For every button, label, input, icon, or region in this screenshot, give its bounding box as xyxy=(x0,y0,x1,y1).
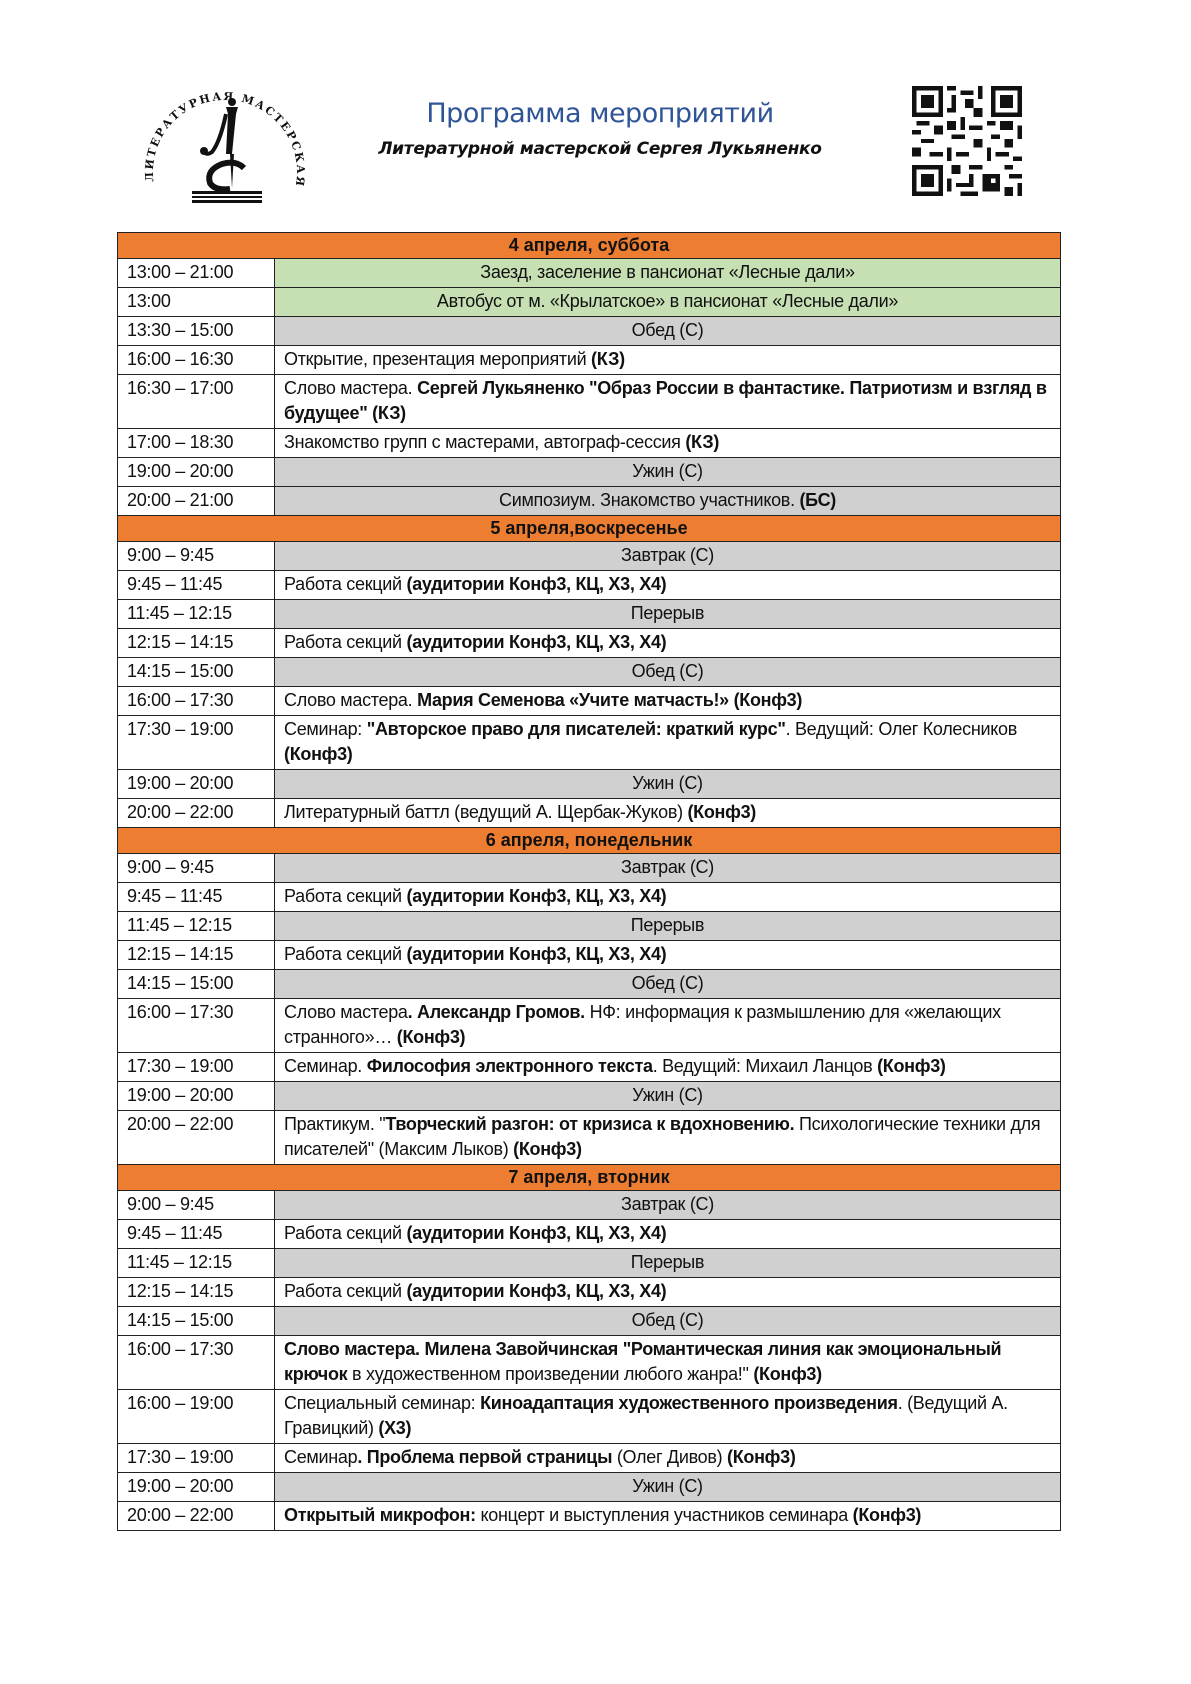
time-cell: 12:15 – 14:15 xyxy=(118,941,275,970)
event-cell xyxy=(275,854,1061,883)
event-text: Семинар xyxy=(284,1447,358,1467)
schedule-row xyxy=(118,1111,1061,1165)
day-header: 4 апреля, суббота xyxy=(118,233,1061,259)
event-text: Ужин (С) xyxy=(632,1476,703,1496)
time-cell: 13:00 – 21:00 xyxy=(118,259,275,288)
event-text: Открытие, презентация мероприятий xyxy=(284,349,592,369)
event-cell xyxy=(275,687,1061,716)
schedule-row xyxy=(118,912,1061,941)
time-cell: 12:15 – 14:15 xyxy=(118,1278,275,1307)
schedule-row xyxy=(118,999,1061,1053)
event-text: Слово мастера. xyxy=(284,378,418,398)
event-text-bold: (БС) xyxy=(799,490,836,510)
schedule-table xyxy=(117,232,1061,1531)
schedule-row xyxy=(118,770,1061,799)
schedule-row xyxy=(118,1053,1061,1082)
event-text: Симпозиум. Знакомство участников. xyxy=(499,490,800,510)
event-text: Обед (С) xyxy=(631,661,704,681)
event-cell xyxy=(275,716,1061,770)
event-text-bold: (Конф3) xyxy=(284,744,353,764)
schedule-row xyxy=(118,1307,1061,1336)
event-cell xyxy=(275,1444,1061,1473)
time-cell: 17:30 – 19:00 xyxy=(118,1053,275,1082)
day-header: 7 апреля, вторник xyxy=(118,1165,1061,1191)
schedule-row xyxy=(118,1473,1061,1502)
time-cell: 20:00 – 22:00 xyxy=(118,799,275,828)
schedule-row xyxy=(118,1249,1061,1278)
event-cell xyxy=(275,1111,1061,1165)
day-header-row xyxy=(118,1165,1061,1191)
event-text: Специальный семинар: xyxy=(284,1393,481,1413)
event-cell xyxy=(275,346,1061,375)
time-cell: 12:15 – 14:15 xyxy=(118,629,275,658)
event-text: Семинар. xyxy=(284,1056,367,1076)
time-cell: 9:00 – 9:45 xyxy=(118,1191,275,1220)
event-cell xyxy=(275,999,1061,1053)
event-cell xyxy=(275,571,1061,600)
event-text-bold: (Конф3) xyxy=(396,1027,466,1047)
time-cell: 9:00 – 9:45 xyxy=(118,542,275,571)
event-text-bold: (КЗ) xyxy=(685,432,720,452)
event-text-bold: (аудитории Конф3, КЦ, Х3, Х4) xyxy=(406,574,667,594)
schedule-row xyxy=(118,571,1061,600)
event-text: . Ведущий: Олег Колесников xyxy=(785,719,1017,739)
time-cell: 16:00 – 16:30 xyxy=(118,346,275,375)
event-text: Работа секций xyxy=(284,944,407,964)
schedule-row xyxy=(118,1220,1061,1249)
time-cell: 14:15 – 15:00 xyxy=(118,970,275,999)
event-cell xyxy=(275,1220,1061,1249)
event-text-bold: "Авторское право для писателей: краткий курс" xyxy=(366,719,786,739)
time-cell: 13:00 xyxy=(118,288,275,317)
event-text: Ужин (С) xyxy=(632,1085,703,1105)
event-cell xyxy=(275,288,1061,317)
event-cell xyxy=(275,458,1061,487)
event-text-bold: (аудитории Конф3, КЦ, Х3, Х4) xyxy=(406,1223,667,1243)
schedule-row xyxy=(118,1390,1061,1444)
event-text: Завтрак (С) xyxy=(621,545,714,565)
event-cell xyxy=(275,600,1061,629)
day-header-row xyxy=(118,233,1061,259)
schedule-row xyxy=(118,288,1061,317)
day-header-row xyxy=(118,516,1061,542)
event-cell xyxy=(275,799,1061,828)
schedule-row xyxy=(118,1444,1061,1473)
schedule-row xyxy=(118,1278,1061,1307)
time-cell: 9:45 – 11:45 xyxy=(118,571,275,600)
event-cell xyxy=(275,1082,1061,1111)
event-text-bold: . Проблема первой страницы xyxy=(357,1447,613,1467)
event-cell xyxy=(275,1307,1061,1336)
event-cell xyxy=(275,1336,1061,1390)
event-cell xyxy=(275,429,1061,458)
event-cell xyxy=(275,1278,1061,1307)
event-cell xyxy=(275,658,1061,687)
event-text-bold: (аудитории Конф3, КЦ, Х3, Х4) xyxy=(406,886,667,906)
day-header: 5 апреля,воскресенье xyxy=(118,516,1061,542)
event-text: Работа секций xyxy=(284,1281,407,1301)
event-text-bold: Творческий разгон: от кризиса к вдохновению. xyxy=(385,1114,795,1134)
event-text-bold: (Конф3) xyxy=(877,1056,946,1076)
time-cell: 17:30 – 19:00 xyxy=(118,716,275,770)
time-cell: 19:00 – 20:00 xyxy=(118,1473,275,1502)
time-cell: 11:45 – 12:15 xyxy=(118,600,275,629)
event-text: Работа секций xyxy=(284,574,407,594)
event-text: Работа секций xyxy=(284,632,407,652)
logo-literary-workshop xyxy=(140,72,310,212)
time-cell: 11:45 – 12:15 xyxy=(118,912,275,941)
day-header: 6 апреля, понедельник xyxy=(118,828,1061,854)
event-text: . Ведущий: Михаил Ланцов xyxy=(652,1056,878,1076)
schedule-row xyxy=(118,375,1061,429)
event-text: Знакомство групп с мастерами, автограф-сессия xyxy=(284,432,686,452)
logo-text: ЛИТЕРАТУРНАЯ МАСТЕРСКАЯ xyxy=(142,89,308,189)
event-text: Обед (С) xyxy=(631,1310,704,1330)
time-cell: 16:00 – 19:00 xyxy=(118,1390,275,1444)
time-cell: 19:00 – 20:00 xyxy=(118,770,275,799)
event-text-bold: (Конф3) xyxy=(852,1505,922,1525)
event-text-bold: (Конф3) xyxy=(753,1364,822,1384)
event-text: Обед (С) xyxy=(631,320,704,340)
event-cell xyxy=(275,1473,1061,1502)
time-cell: 20:00 – 21:00 xyxy=(118,487,275,516)
event-text: в художественном произведении любого жанра!" xyxy=(347,1364,754,1384)
schedule-row xyxy=(118,1191,1061,1220)
event-text-bold: Мария Семенова «Учите матчасть!» (Конф3) xyxy=(417,690,803,710)
event-text: Ужин (С) xyxy=(632,461,703,481)
event-cell xyxy=(275,629,1061,658)
time-cell: 20:00 – 22:00 xyxy=(118,1502,275,1531)
time-cell: 16:00 – 17:30 xyxy=(118,999,275,1053)
event-cell xyxy=(275,1390,1061,1444)
schedule-row xyxy=(118,854,1061,883)
schedule-row xyxy=(118,458,1061,487)
event-text-bold: Философия электронного текста xyxy=(366,1056,653,1076)
event-text: Перерыв xyxy=(630,1252,705,1272)
schedule-row xyxy=(118,1502,1061,1531)
event-text: Завтрак (С) xyxy=(621,1194,714,1214)
event-cell xyxy=(275,259,1061,288)
schedule-row xyxy=(118,687,1061,716)
event-text: Завтрак (С) xyxy=(621,857,714,877)
schedule-row xyxy=(118,317,1061,346)
time-cell: 16:30 – 17:00 xyxy=(118,375,275,429)
page-subtitle: Литературной мастерской Сергея Лукьяненко xyxy=(378,139,822,159)
event-text: концерт и выступления участников семинара xyxy=(475,1505,853,1525)
event-cell xyxy=(275,941,1061,970)
schedule-row xyxy=(118,799,1061,828)
event-text-bold: (аудитории Конф3, КЦ, Х3, Х4) xyxy=(406,1281,667,1301)
schedule-row xyxy=(118,658,1061,687)
time-cell: 19:00 – 20:00 xyxy=(118,458,275,487)
event-text: Работа секций xyxy=(284,886,407,906)
time-cell: 14:15 – 15:00 xyxy=(118,658,275,687)
event-text: . (Ведущий А. Гравицкий) xyxy=(284,1393,1008,1438)
time-cell: 17:30 – 19:00 xyxy=(118,1444,275,1473)
event-text: Практикум. " xyxy=(284,1114,386,1134)
event-text-bold: (Конф3) xyxy=(513,1139,582,1159)
time-cell: 13:30 – 15:00 xyxy=(118,317,275,346)
time-cell: 16:00 – 17:30 xyxy=(118,687,275,716)
schedule-row xyxy=(118,883,1061,912)
event-text: Литературный баттл (ведущий А. Щербак-Жуков) xyxy=(284,802,688,822)
event-text: Перерыв xyxy=(630,603,705,623)
event-text: Автобус от м. «Крылатское» в пансионат «Лесные дали» xyxy=(436,291,899,311)
schedule-row xyxy=(118,487,1061,516)
event-text: Заезд, заселение в пансионат «Лесные дали» xyxy=(480,262,855,282)
schedule-row xyxy=(118,1082,1061,1111)
event-text-bold: (Х3) xyxy=(378,1418,412,1438)
qr-code xyxy=(912,86,1022,196)
event-text-bold: (Конф3) xyxy=(687,802,756,822)
event-text: Слово мастера xyxy=(284,1002,408,1022)
event-cell xyxy=(275,487,1061,516)
event-cell xyxy=(275,1249,1061,1278)
schedule-row xyxy=(118,629,1061,658)
time-cell: 9:00 – 9:45 xyxy=(118,854,275,883)
event-text: Перерыв xyxy=(630,915,705,935)
event-text-bold: Сергей Лукьяненко "Образ России в фантастике. Патриотизм и взгляд в будущее" (КЗ) xyxy=(284,378,1047,423)
event-text: (Олег Дивов) xyxy=(612,1447,728,1467)
event-text: НФ: информация к размышлению для «желающих странного»… xyxy=(284,1002,1001,1047)
page-title: Программа мероприятий xyxy=(426,98,774,129)
event-cell xyxy=(275,883,1061,912)
event-cell xyxy=(275,1502,1061,1531)
event-text-bold: Открытый микрофон: xyxy=(284,1505,476,1525)
schedule-row xyxy=(118,600,1061,629)
time-cell: 9:45 – 11:45 xyxy=(118,1220,275,1249)
event-text-bold: (аудитории Конф3, КЦ, Х3, Х4) xyxy=(406,632,667,652)
event-text: Обед (С) xyxy=(631,973,704,993)
event-cell xyxy=(275,770,1061,799)
schedule-row xyxy=(118,716,1061,770)
event-text: Работа секций xyxy=(284,1223,407,1243)
event-cell xyxy=(275,317,1061,346)
time-cell: 20:00 – 22:00 xyxy=(118,1111,275,1165)
event-cell xyxy=(275,1053,1061,1082)
event-text-bold: (КЗ) xyxy=(591,349,625,369)
event-text-bold: (Конф3) xyxy=(727,1447,796,1467)
event-text-bold: . Александр Громов. xyxy=(407,1002,585,1022)
event-text-bold: Слово мастера. Милена Завойчинская "Романтическая линия как эмоциональный крючок xyxy=(284,1339,1002,1384)
event-text-bold: (аудитории Конф3, КЦ, Х3, Х4) xyxy=(406,944,667,964)
event-cell xyxy=(275,1191,1061,1220)
event-cell xyxy=(275,375,1061,429)
schedule-row xyxy=(118,429,1061,458)
time-cell: 14:15 – 15:00 xyxy=(118,1307,275,1336)
schedule-row xyxy=(118,970,1061,999)
time-cell: 9:45 – 11:45 xyxy=(118,883,275,912)
event-text: Ужин (С) xyxy=(632,773,703,793)
schedule-row xyxy=(118,542,1061,571)
event-text: Семинар: xyxy=(284,719,367,739)
time-cell: 19:00 – 20:00 xyxy=(118,1082,275,1111)
schedule-row xyxy=(118,346,1061,375)
event-cell xyxy=(275,912,1061,941)
time-cell: 11:45 – 12:15 xyxy=(118,1249,275,1278)
schedule-row xyxy=(118,259,1061,288)
schedule-row xyxy=(118,941,1061,970)
event-text-bold: Киноадаптация художественного произведения xyxy=(480,1393,898,1413)
schedule-row xyxy=(118,1336,1061,1390)
day-header-row xyxy=(118,828,1061,854)
event-text: Психологические техники для писателей" (Максим Лыков) xyxy=(284,1114,1041,1159)
event-cell xyxy=(275,970,1061,999)
event-text: Слово мастера. xyxy=(284,690,418,710)
time-cell: 16:00 – 17:30 xyxy=(118,1336,275,1390)
time-cell: 17:00 – 18:30 xyxy=(118,429,275,458)
event-cell xyxy=(275,542,1061,571)
